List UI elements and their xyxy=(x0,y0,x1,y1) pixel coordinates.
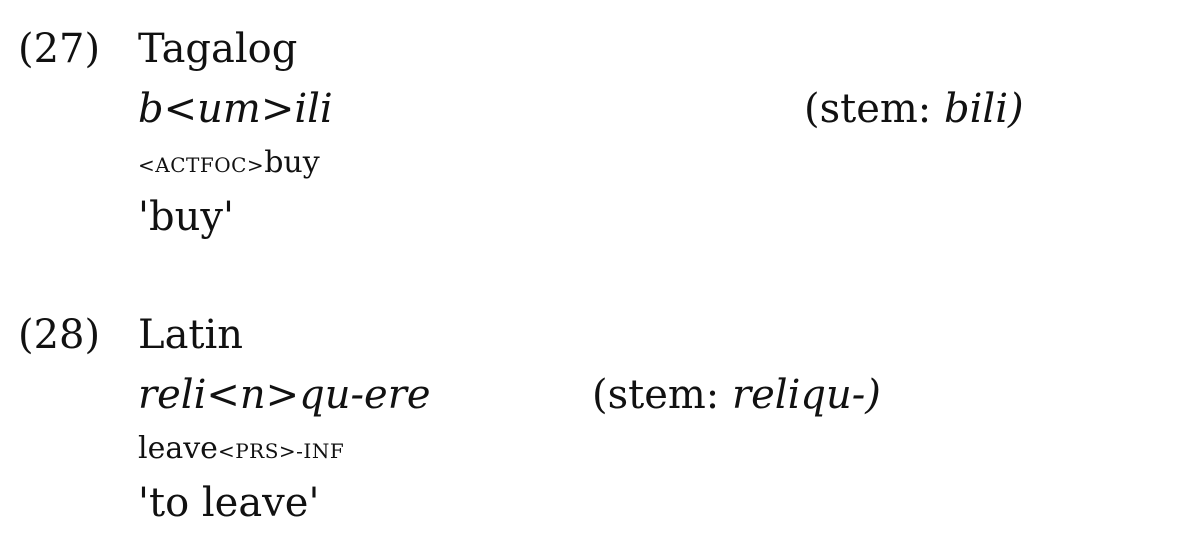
stem-value: bili) xyxy=(944,86,1024,132)
example-27 xyxy=(0,0,1180,260)
example-28 xyxy=(0,286,1180,546)
interlinear-gloss xyxy=(138,432,344,468)
free-translation: 'to leave' xyxy=(138,480,320,526)
gloss-smallcaps: <PRS>-INF xyxy=(217,439,345,463)
object-language-form: reli<n>qu-ere xyxy=(138,372,431,418)
object-language-form: b<um>ili xyxy=(138,86,333,132)
example-number: (28) xyxy=(18,312,101,358)
free-translation: 'buy' xyxy=(138,194,234,240)
interlinear-gloss xyxy=(138,146,320,182)
gloss-smallcaps: <ACTFOC> xyxy=(138,153,265,177)
stem-note xyxy=(592,372,881,418)
language-name: Tagalog xyxy=(138,26,298,72)
gloss-lexical: leave xyxy=(138,431,218,466)
stem-label: (stem: xyxy=(804,86,944,132)
stem-value: reliqu-) xyxy=(732,372,881,418)
example-number: (27) xyxy=(18,26,101,72)
language-name: Latin xyxy=(138,312,244,358)
stem-note xyxy=(804,86,1024,132)
gloss-lexical: buy xyxy=(264,145,320,180)
stem-label: (stem: xyxy=(592,372,732,418)
